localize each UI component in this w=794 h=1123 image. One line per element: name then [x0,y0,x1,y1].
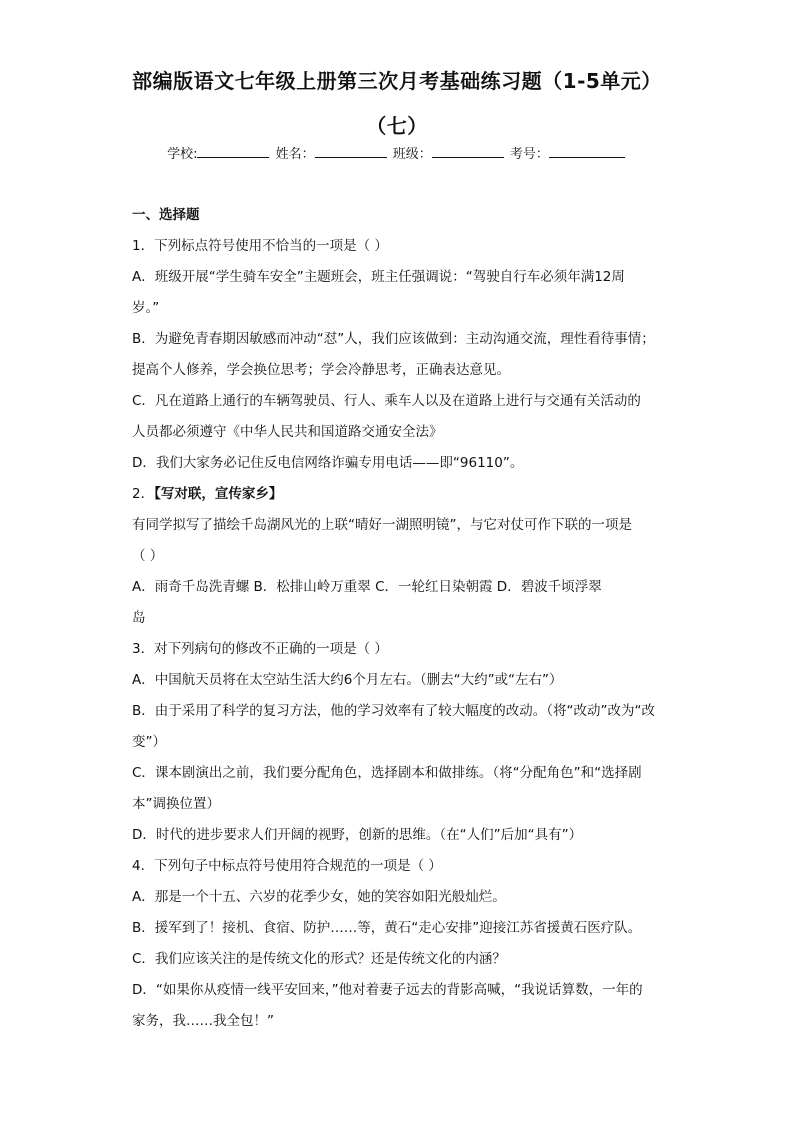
question-3-option-d: D．时代的进步要求人们开阔的视野，创新的思维。（在“人们”后加“具有”） [132,827,583,843]
question-3-option-b: B．由于采用了科学的复习方法，他的学习效率有了较大幅度的改动。（将“改动”改为“改 [132,703,655,719]
school-label: 学校: [167,147,198,162]
section-heading: 一、选择题 [132,207,200,223]
number-blank[interactable] [549,145,625,158]
question-4-option-a: A．那是一个十五、六岁的花季少女，她的笑容如阳光般灿烂。 [132,889,506,905]
exam-title-line1: 部编版语文七年级上册第三次月考基础练习题（1-5单元） [132,69,662,93]
question-1-option-d: D．我们大家务必记住反电信网络诈骗专用电话——即“96110”。 [132,455,524,471]
question-2-options: A．雨奇千岛洗青螺 B．松排山岭万重翠 C．一轮红日染朝霞 D．碧波千顷浮翠 [132,579,602,595]
question-2-text-cont: （ ） [132,548,164,564]
question-2-options-cont: 岛 [132,610,146,626]
question-2-topic: 【写对联，宣传家乡】 [154,486,283,502]
class-blank[interactable] [432,145,504,158]
question-4-option-c: C．我们应该关注的是传统文化的形式？还是传统文化的内涵？ [132,951,506,967]
question-2-number: 2． [132,486,155,502]
number-label: 考号： [509,147,549,162]
question-1-option-a-cont: 岁。” [132,300,160,316]
question-1-option-c: C．凡在道路上通行的车辆驾驶员、行人、乘车人以及在道路上进行与交通有关活动的 [132,393,641,409]
question-4-option-d: D．“如果你从疫情一线平安回来，”他对着妻子远去的背影高喊，“我说话算数，一年的 [132,982,643,998]
question-2-text: 有同学拟写了描绘千岛湖风光的上联“晴好一湖照明镜”，与它对仗可作下联的一项是 [132,517,632,533]
class-label: 班级： [392,147,432,162]
question-3-option-b-cont: 变”） [132,734,166,750]
question-3-option-a: A．中国航天员将在太空站生活大约6个月左右。（删去“大约”或“左右”） [132,672,563,688]
name-label: 姓名： [275,147,315,162]
exam-content [132,200,672,1037]
question-1-option-c-cont: 人员都必须遵守《中华人民共和国道路交通安全法》 [132,424,443,440]
question-1-option-b: B．为避免青春期因敏感而冲动“怼”人，我们应该做到：主动沟通交流，理性看待事情； [132,331,655,347]
question-4-option-d-cont: 家务，我……我全包！” [132,1013,274,1029]
exam-title-line2: （七） [366,114,428,138]
student-info-line [0,143,794,162]
question-1-option-a: A．班级开展“学生骑车安全”主题班会，班主任强调说：“驾驶自行车必须年满12周 [132,269,625,285]
school-blank[interactable] [197,145,269,158]
question-4-option-b: B．援军到了！接机、食宿、防护……等，黄石“走心安排”迎接江苏省援黄石医疗队。 [132,920,642,936]
question-4-stem: 4．下列句子中标点符号使用符合规范的一项是（ ） [132,858,442,874]
question-3-stem: 3．对下列病句的修改不正确的一项是（ ） [132,641,388,657]
question-3-option-c-cont: 本”调换位置） [132,796,220,812]
question-1-option-b-cont: 提高个人修养，学会换位思考；学会冷静思考，正确表达意见。 [132,362,510,378]
question-1-stem: 1．下列标点符号使用不恰当的一项是（ ） [132,238,388,254]
question-3-option-c: C．课本剧演出之前，我们要分配角色，选择剧本和做排练。（将“分配角色”和“选择剧 [132,765,642,781]
question-2-stem [132,479,672,510]
name-blank[interactable] [315,145,387,158]
